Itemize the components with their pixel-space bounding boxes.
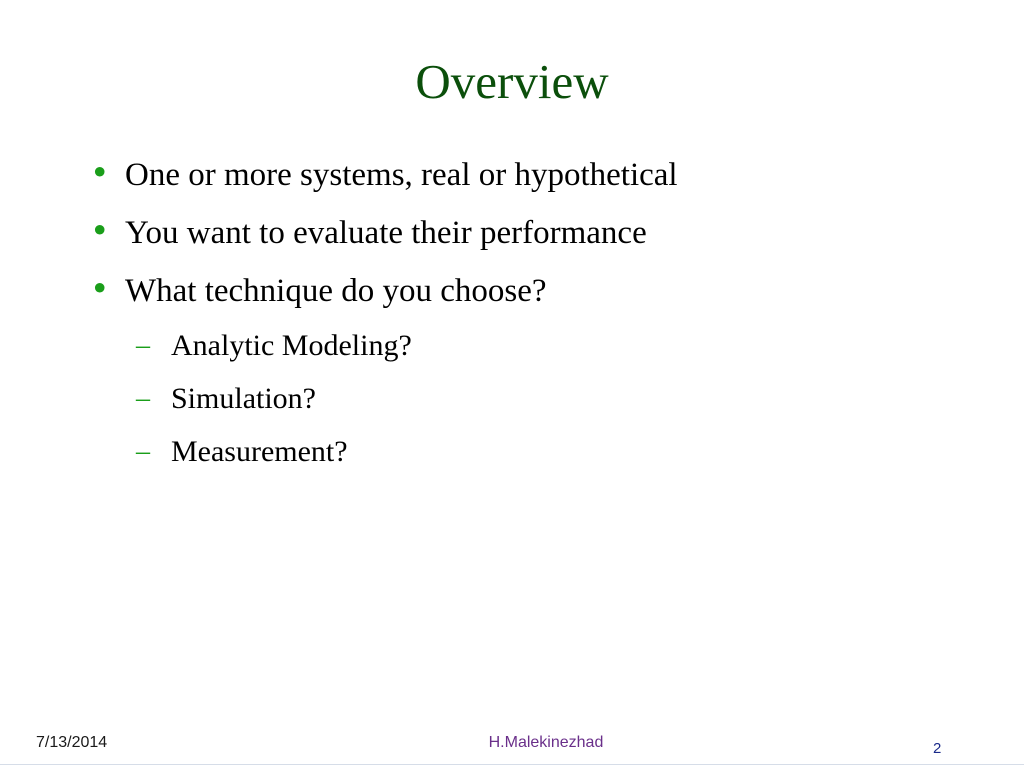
sub-bullet-text: Analytic Modeling? — [171, 329, 412, 362]
dash-icon: – — [136, 330, 150, 361]
bullet-text: One or more systems, real or hypothetical — [125, 157, 678, 193]
sub-bullet-text: Simulation? — [171, 382, 316, 415]
bottom-divider — [0, 764, 1024, 765]
bullet-text: What technique do you choose? — [125, 273, 547, 309]
sub-bullet-list — [136, 322, 412, 481]
footer-author: H.Malekinezhad — [488, 734, 604, 751]
bullet-list — [90, 150, 970, 324]
bullet-dot-icon: • — [90, 269, 110, 308]
bullet-item — [90, 150, 970, 208]
dash-icon: – — [136, 436, 150, 467]
bullet-dot-icon: • — [90, 211, 110, 250]
sub-bullet-item — [136, 322, 412, 375]
sub-bullet-text: Measurement? — [171, 435, 348, 468]
bullet-dot-icon: • — [90, 153, 110, 192]
bullet-item — [90, 266, 970, 324]
sub-bullet-item — [136, 375, 412, 428]
page-number: 2 — [933, 740, 942, 757]
bullet-text: You want to evaluate their performance — [125, 215, 647, 251]
slide-title: Overview — [415, 54, 609, 109]
footer-date: 7/13/2014 — [36, 734, 108, 751]
sub-bullet-item — [136, 428, 412, 481]
bullet-item — [90, 208, 970, 266]
dash-icon: – — [136, 383, 150, 414]
